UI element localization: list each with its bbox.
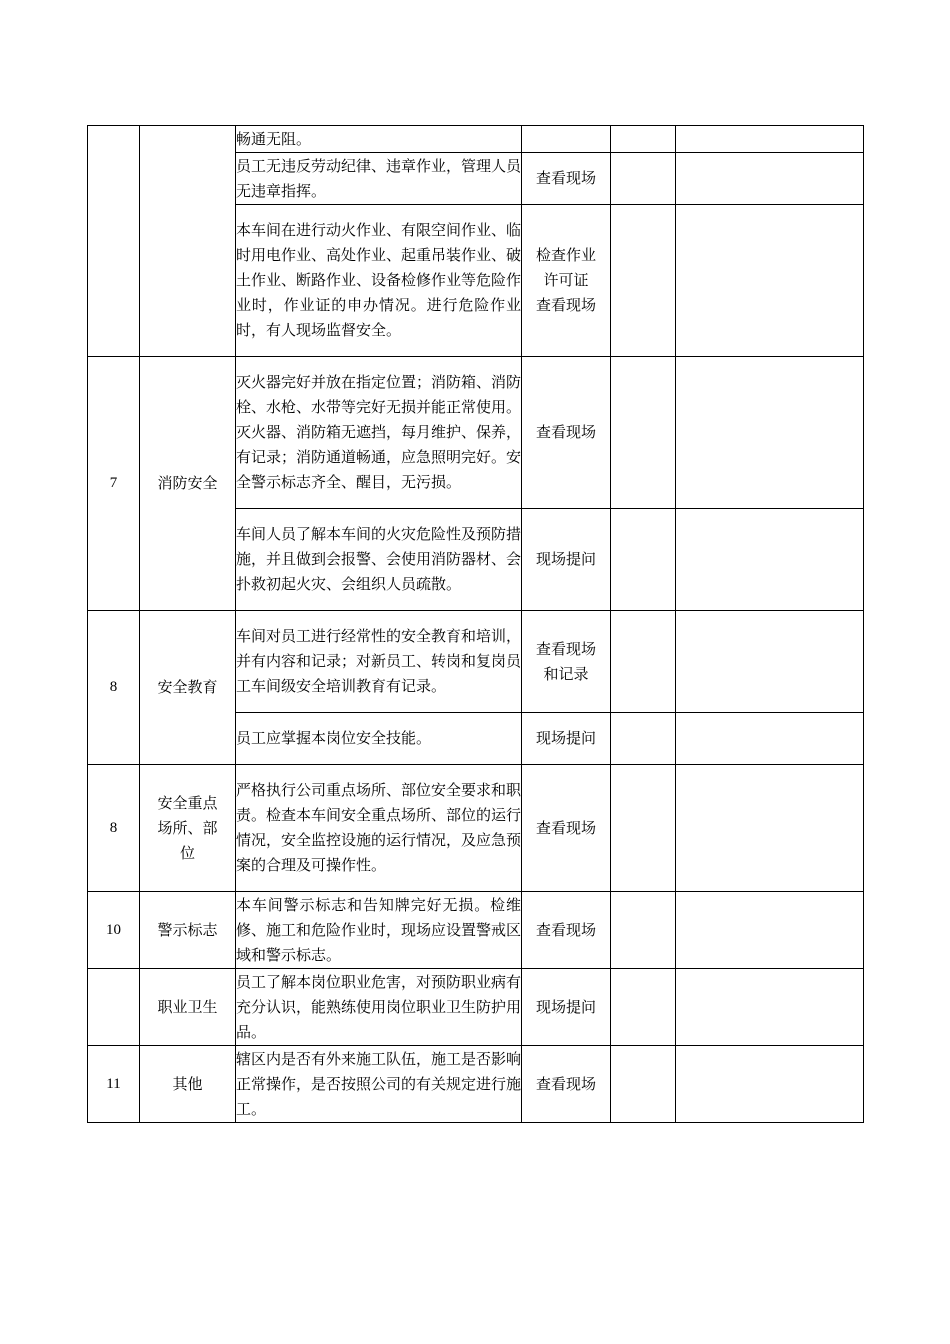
inspection-table [87,125,864,1123]
result-cell [611,1046,676,1123]
result-cell [611,126,676,153]
remark-cell [676,509,864,611]
result-cell [611,892,676,969]
remark-cell [676,1046,864,1123]
result-cell [611,153,676,205]
remark-cell [676,892,864,969]
remark-cell [676,357,864,509]
check-method-line: 查看现场 [535,296,596,314]
check-content: 车间对员工进行经常性的安全教育和培训，并有内容和记录；对新员工、转岗和复岗员工车间级安全培训教育有记录。 [236,611,522,713]
result-cell [611,713,676,765]
check-method [522,611,611,713]
check-content: 本车间警示标志和告知牌完好无损。检维修、施工和危险作业时，现场应设置警戒区域和警示标志。 [236,892,522,969]
check-method [522,126,611,153]
check-method: 现场提问 [522,509,611,611]
result-cell [611,765,676,892]
item-category: 职业卫生 [140,969,236,1046]
remark-cell [676,969,864,1046]
check-method-line: 和记录 [543,664,589,683]
check-method: 查看现场 [522,1046,611,1123]
item-number: 10 [88,892,140,969]
item-category [140,765,236,892]
item-number-cell [88,126,140,357]
check-content: 员工了解本岗位职业危害，对预防职业病有充分认识，能熟练使用岗位职业卫生防护用品。 [236,969,522,1046]
remark-cell [676,713,864,765]
result-cell [611,205,676,357]
table-row [88,611,864,713]
check-method-line: 检查作业 [535,246,596,264]
item-category-line: 场所、部 [157,818,218,837]
result-cell [611,611,676,713]
check-content: 员工无违反劳动纪律、违章作业，管理人员无违章指挥。 [236,153,522,205]
check-content: 本车间在进行动火作业、有限空间作业、临时用电作业、高处作业、起重吊装作业、破土作业、断路作业、设备检修作业等危险作业时，作业证的申办情况。进行危险作业时，有人现场监督安全。 [236,205,522,357]
check-method: 查看现场 [522,153,611,205]
item-number [88,969,140,1046]
check-method-line: 许可证 [543,271,589,289]
check-content: 严格执行公司重点场所、部位安全要求和职责。检查本车间安全重点场所、部位的运行情况，安全监控设施的运行情况，及应急预案的合理及可操作性。 [236,765,522,892]
item-category: 安全教育 [140,611,236,765]
item-category: 消防安全 [140,357,236,611]
table-row [88,126,864,153]
remark-cell [676,126,864,153]
table-row [88,357,864,509]
check-method: 查看现场 [522,357,611,509]
check-content: 畅通无阻。 [236,126,522,153]
item-number: 11 [88,1046,140,1123]
item-number: 8 [88,765,140,892]
check-content: 辖区内是否有外来施工队伍，施工是否影响正常操作，是否按照公司的有关规定进行施工。 [236,1046,522,1123]
check-method [522,205,611,357]
item-number: 8 [88,611,140,765]
check-content: 灭火器完好并放在指定位置；消防箱、消防栓、水枪、水带等完好无损并能正常使用。灭火器、消防箱无遮挡，每月维护、保养，有记录；消防通道畅通，应急照明完好。安全警示标志齐全、醒目，无污损。 [236,357,522,509]
result-cell [611,357,676,509]
check-method: 查看现场 [522,765,611,892]
item-category: 警示标志 [140,892,236,969]
result-cell [611,509,676,611]
check-method: 查看现场 [522,892,611,969]
check-method: 现场提问 [522,713,611,765]
item-category-cell [140,126,236,357]
check-method-line: 查看现场 [535,639,596,658]
table-row [88,1046,864,1123]
remark-cell [676,205,864,357]
remark-cell [676,153,864,205]
remark-cell [676,611,864,713]
check-method: 现场提问 [522,969,611,1046]
result-cell [611,969,676,1046]
table-row [88,969,864,1046]
check-content: 车间人员了解本车间的火灾危险性及预防措施，并且做到会报警、会使用消防器材、会扑救初起火灾、会组织人员疏散。 [236,509,522,611]
item-category-line: 安全重点 [157,793,218,812]
remark-cell [676,765,864,892]
item-category: 其他 [140,1046,236,1123]
table-row [88,892,864,969]
item-number: 7 [88,357,140,611]
item-category-line: 位 [179,843,195,862]
check-content: 员工应掌握本岗位安全技能。 [236,713,522,765]
table-row [88,765,864,892]
